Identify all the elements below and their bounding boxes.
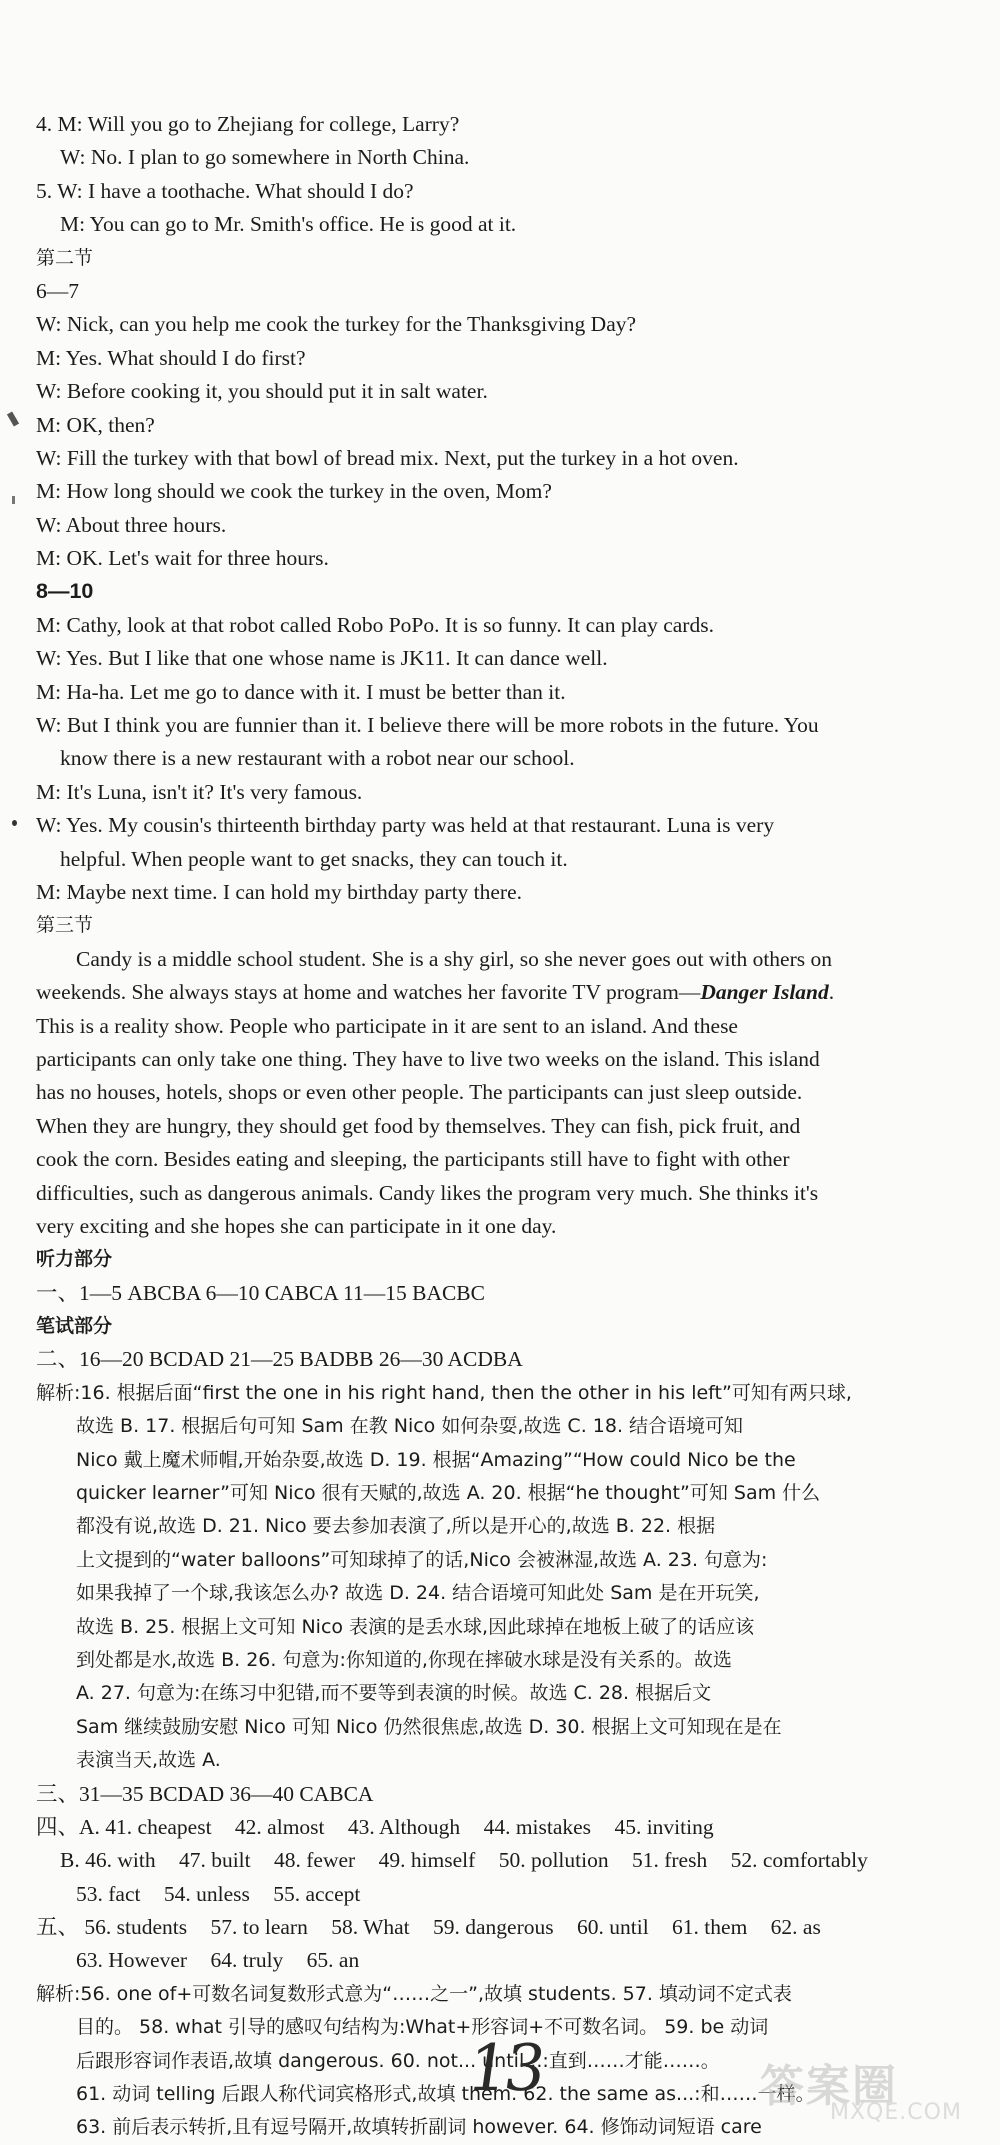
passage-line: participants can only take one thing. They have to live two weeks on the island. This island xyxy=(36,1046,820,1071)
watermark-url: MXQE.COM xyxy=(830,2100,962,2125)
scan-speck xyxy=(12,820,17,826)
answer-item: 59. dangerous xyxy=(433,1915,554,1940)
answer-item: 54. unless xyxy=(163,1881,250,1906)
analysis-line: 如果我掉了一个球,我该怎么办? 故选 D. 24. 结合语境可知此处 Sam 是在开玩笑, xyxy=(76,1582,760,1605)
section-2-heading: 第二节 xyxy=(36,246,94,269)
analysis-line: 后跟形容词作表语,故填 dangerous. 60. not... until...:直到……才能……。 xyxy=(76,2049,720,2072)
answer-item: 53. fact xyxy=(76,1881,141,1906)
analysis-line: 解析:16. 根据后面“first the one in his right hand, then the other in his left”可知有两只球, xyxy=(36,1381,852,1404)
dialogue-line: W: Yes. My cousin's thirteenth birthday party was held at that restaurant. Luna is very xyxy=(36,813,775,838)
analysis-line: quicker learner”可知 Nico 很有天赋的,故选 A. 20. 根据“he thought”可知 Sam 什么 xyxy=(76,1482,821,1505)
listening-q4-w: W: No. I plan to go somewhere in North China. xyxy=(60,145,470,170)
section-3-answers: 三、31—35 BCDAD 36—40 CABCA xyxy=(36,1781,374,1806)
answer-item: 61. them xyxy=(672,1915,748,1940)
analysis-line: 表演当天,故选 A. xyxy=(76,1749,221,1772)
answer-item: 42. almost xyxy=(234,1814,325,1839)
dialogue-line: W: Fill the turkey with that bowl of bread mix. Next, put the turkey in a hot oven. xyxy=(36,445,739,470)
dialogue-line: M: Ha-ha. Let me go to dance with it. I must be better than it. xyxy=(36,679,566,704)
analysis-line: Sam 继续鼓励安慰 Nico 可知 Nico 仍然很焦虑,故选 D. 30. 根据上文可知现在是在 xyxy=(76,1715,782,1738)
scan-speck xyxy=(12,496,15,504)
analysis-line: 到处都是水,故选 B. 26. 句意为:你知道的,你现在摔破水球是没有关系的。故选 xyxy=(76,1648,732,1671)
dialogue-8-10-label: 8—10 xyxy=(36,579,94,604)
answer-item: 44. mistakes xyxy=(483,1814,592,1839)
scan-speck xyxy=(7,411,19,426)
listening-q5-m: M: You can go to Mr. Smith's office. He is good at it. xyxy=(60,212,517,237)
answer-item: 62. as xyxy=(770,1915,821,1940)
listening-q4-m: 4. M: Will you go to Zhejiang for college, Larry? xyxy=(36,112,460,136)
page-number: 13 xyxy=(462,2032,547,2106)
dialogue-line: helpful. When people want to get snacks, they can touch it. xyxy=(60,846,568,871)
analysis-line: 故选 B. 25. 根据上文可知 Nico 表演的是丢水球,因此球掉在地板上破了的话应该 xyxy=(76,1615,755,1638)
passage-text: weekends. She always stays at home and watches her favorite TV program— xyxy=(36,980,701,1005)
dialogue-line: W: But I think you are funnier than it. I believe there will be more robots in the future. You xyxy=(36,713,819,738)
analysis-line: 都没有说,故选 D. 21. Nico 要去参加表演了,所以是开心的,故选 B. 22. 根据 xyxy=(76,1515,716,1538)
dialogue-6-7-label: 6—7 xyxy=(36,278,79,303)
answer-item: 60. until xyxy=(577,1915,649,1940)
section-4b-answers-cont xyxy=(36,1878,976,1911)
section-5-answers-cont xyxy=(36,1944,976,1977)
answer-item: 50. pollution xyxy=(498,1848,609,1873)
written-part-heading: 笔试部分 xyxy=(36,1315,113,1338)
answer-item: 65. an xyxy=(306,1948,360,1973)
analysis-line: 61. 动词 telling 后跟人称代词宾格形式,故填 them. 62. the same as...:和……一样。 xyxy=(76,2083,815,2106)
analysis-line: 目的。 58. what 引导的感叹句结构为:What+形容词+不可数名词。 59. be 动词 xyxy=(76,2016,769,2039)
written-answers: 二、16—20 BCDAD 21—25 BADBB 26—30 ACDBA xyxy=(36,1347,523,1372)
answer-item: 45. inviting xyxy=(614,1814,714,1839)
section-5-answers xyxy=(36,1911,976,1944)
answer-item: 52. comfortably xyxy=(730,1848,868,1873)
analysis-line: 解析:56. one of+可数名词复数形式意为“……之一”,故填 students. 57. 填动词不定式表 xyxy=(36,1982,792,2005)
dialogue-line: W: Nick, can you help me cook the turkey for the Thanksgiving Day? xyxy=(36,312,637,337)
dialogue-line: M: Yes. What should I do first? xyxy=(36,345,306,370)
dialogue-line: M: It's Luna, isn't it? It's very famous. xyxy=(36,779,363,804)
answer-item: 41. cheapest xyxy=(105,1814,212,1839)
watermark-logo: 答案圈 xyxy=(760,2061,898,2112)
dialogue-line: M: Cathy, look at that robot called Robo PoPo. It is so funny. It can play cards. xyxy=(36,612,714,637)
dialogue-line: W: About three hours. xyxy=(36,512,227,537)
analysis-line: 63. 前后表示转折,且有逗号隔开,故填转折副词 however. 64. 修饰动词短语 care xyxy=(76,2116,762,2139)
answer-item: 47. built xyxy=(178,1848,251,1873)
analysis-line: A. 27. 句意为:在练习中犯错,而不要等到表演的时候。故选 C. 28. 根据后文 xyxy=(76,1682,712,1705)
answer-item: 49. himself xyxy=(378,1848,476,1873)
watermark xyxy=(760,2050,992,2128)
answer-item: 63. However xyxy=(76,1948,188,1973)
dialogue-line: M: How long should we cook the turkey in the oven, Mom? xyxy=(36,479,552,504)
analysis-line: 故选 B. 17. 根据后句可知 Sam 在教 Nico 如何杂耍,故选 C. 18. 结合语境可知 xyxy=(76,1415,744,1438)
passage-line: has no houses, hotels, shops or even other people. The participants can just sleep outside. xyxy=(36,1080,803,1105)
section-4a-label: 四、A. xyxy=(36,1814,106,1839)
passage-line xyxy=(36,976,976,1009)
listening-part-heading: 听力部分 xyxy=(36,1248,113,1271)
dialogue-line: know there is a new restaurant with a robot near our school. xyxy=(60,746,575,771)
dialogue-line: W: Yes. But I like that one whose name is JK11. It can dance well. xyxy=(36,646,608,671)
listening-q5-w: 5. W: I have a toothache. What should I do? xyxy=(36,178,414,203)
page-content xyxy=(36,108,976,2145)
program-title: Danger Island xyxy=(700,980,829,1005)
section-4b-answers xyxy=(36,1844,976,1877)
passage-line: difficulties, such as dangerous animals. Candy likes the program very much. She thinks it's xyxy=(36,1180,819,1205)
passage-line: Candy is a middle school student. She is a shy girl, so she never goes out with others on xyxy=(76,946,832,971)
dialogue-line: M: OK. Let's wait for three hours. xyxy=(36,546,329,571)
passage-line: This is a reality show. People who participate in it are sent to an island. And these xyxy=(36,1013,738,1038)
answer-item: 43. Although xyxy=(347,1814,461,1839)
answer-item: 46. with xyxy=(85,1848,156,1873)
answer-item: 51. fresh xyxy=(631,1848,708,1873)
analysis-line: 上文提到的“water balloons”可知球掉了的话,Nico 会被淋湿,故选 A. 23. 句意为: xyxy=(76,1548,768,1571)
section-3-heading: 第三节 xyxy=(36,914,94,937)
section-4b-label: B. xyxy=(60,1848,86,1873)
passage-line: cook the corn. Besides eating and sleeping, the participants still have to fight with other xyxy=(36,1147,790,1172)
answer-item: 56. students xyxy=(84,1915,188,1940)
analysis-line: Nico 戴上魔术师帽,开始杂耍,故选 D. 19. 根据“Amazing”“How could Nico be the xyxy=(76,1448,796,1471)
dialogue-line: W: Before cooking it, you should put it in salt water. xyxy=(36,379,488,404)
dialogue-line: M: OK, then? xyxy=(36,412,155,437)
passage-text: . xyxy=(828,980,835,1005)
answer-item: 64. truly xyxy=(210,1948,284,1973)
answer-item: 58. What xyxy=(331,1915,410,1940)
answer-item: 57. to learn xyxy=(210,1915,308,1940)
dialogue-line: M: Maybe next time. I can hold my birthday party there. xyxy=(36,879,523,904)
passage-line: very exciting and she hopes she can participate in it one day. xyxy=(36,1213,557,1238)
answer-item: 48. fewer xyxy=(274,1848,356,1873)
section-4a-answers xyxy=(36,1811,976,1844)
passage-line: When they are hungry, they should get food by themselves. They can fish, pick fruit, and xyxy=(36,1113,801,1138)
listening-answers: 一、1—5 ABCBA 6—10 CABCA 11—15 BACBC xyxy=(36,1280,485,1305)
answer-item: 55. accept xyxy=(273,1881,361,1906)
section-5-label: 五、 xyxy=(36,1915,80,1940)
